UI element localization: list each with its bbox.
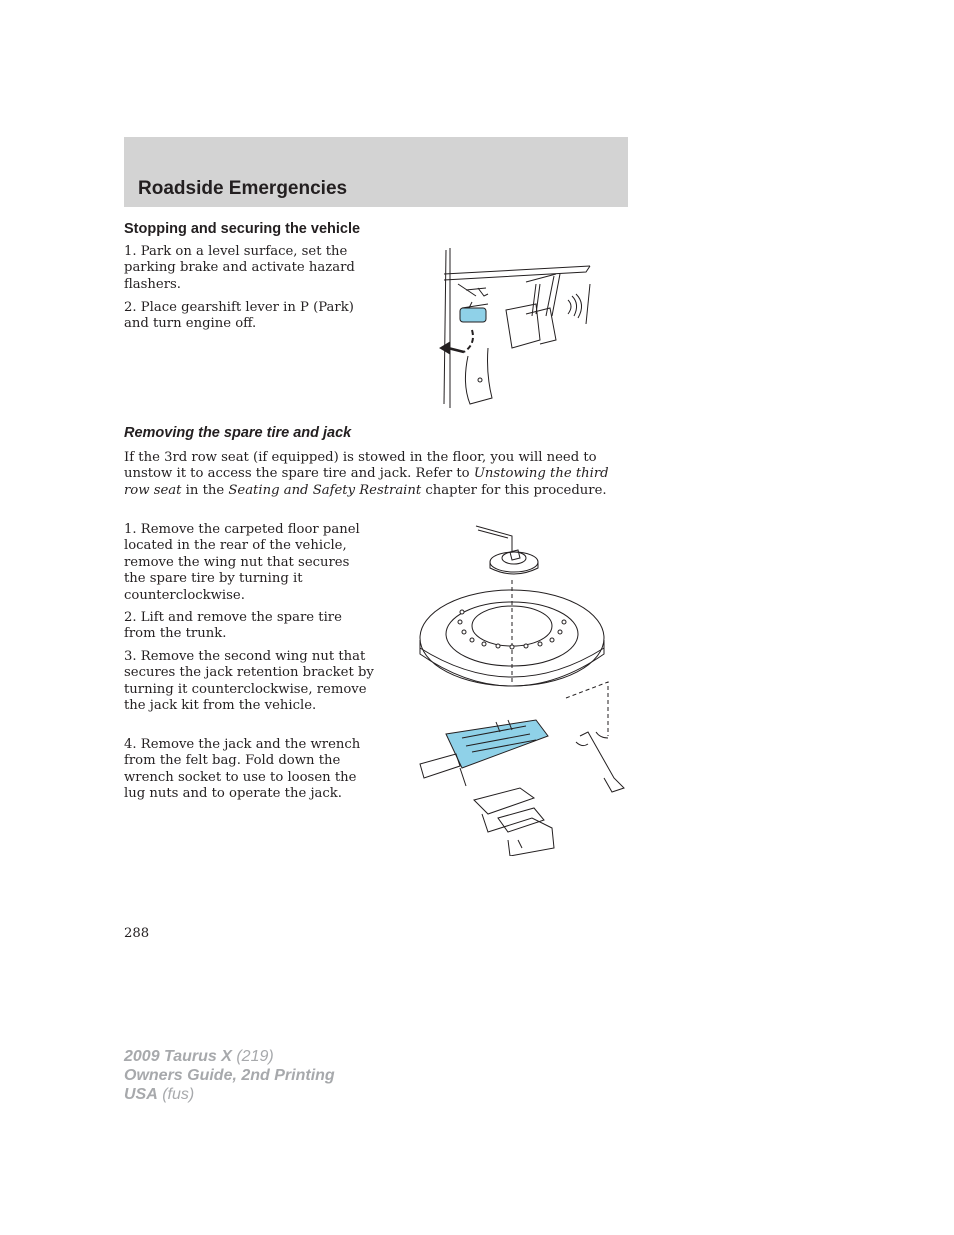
footer-model-code: (219) — [231, 1048, 274, 1065]
section-header-band — [124, 137, 628, 207]
step-remove-jack-wrench: 4. Remove the jack and the wrench from the felt bag. Fold down the wrench socket to use to loosen the lug nuts and to operate the jack. — [124, 737, 361, 802]
heading-stopping-securing: Stopping and securing the vehicle — [124, 221, 361, 237]
heading-removing-spare-tire: Removing the spare tire and jack — [124, 425, 352, 441]
step-remove-floor-panel: 1. Remove the carpeted floor panel located in the rear of the vehicle, remove the wing nut that secures the spare tire by turning it counterclockwise. — [124, 522, 360, 603]
footer-model: 2009 Taurus X — [124, 1048, 232, 1065]
intro-text-1: If the 3rd row seat (if equipped) is stowed in the floor, you will need to unstow it to access the spare tire and jack. Refer to — [124, 450, 597, 482]
intro-paragraph — [124, 450, 624, 499]
parking-brake-illustration — [436, 244, 596, 410]
intro-text-3: chapter for this procedure. — [421, 482, 607, 498]
footer-line-region — [124, 1085, 335, 1104]
step-remove-jack-kit: 3. Remove the second wing nut that secures the jack retention bracket by turning it counterclockwise, remove the jack kit from the vehicle. — [124, 649, 374, 714]
page-number: 288 — [124, 926, 150, 941]
footer-edition — [124, 1047, 335, 1104]
intro-text-2: in the — [181, 482, 229, 498]
page-title: Roadside Emergencies — [138, 178, 348, 199]
step-lift-spare-tire: 2. Lift and remove the spare tire from the trunk. — [124, 610, 342, 642]
footer-region: USA — [124, 1086, 158, 1103]
step-park-level: 1. Park on a level surface, set the parking brake and activate hazard flashers. — [124, 244, 355, 292]
step-gearshift-park: 2. Place gearshift lever in P (Park) and turn engine off. — [124, 300, 354, 332]
spare-tire-jack-illustration — [416, 522, 630, 856]
intro-reference-chapter: Seating and Safety Restraint — [228, 482, 422, 498]
footer-region-code: (fus) — [157, 1086, 195, 1103]
intro-reference-unstowing: Unstowing the third row seat — [124, 466, 609, 498]
footer-line-model — [124, 1047, 335, 1066]
footer-line-guide: Owners Guide, 2nd Printing — [124, 1067, 335, 1084]
